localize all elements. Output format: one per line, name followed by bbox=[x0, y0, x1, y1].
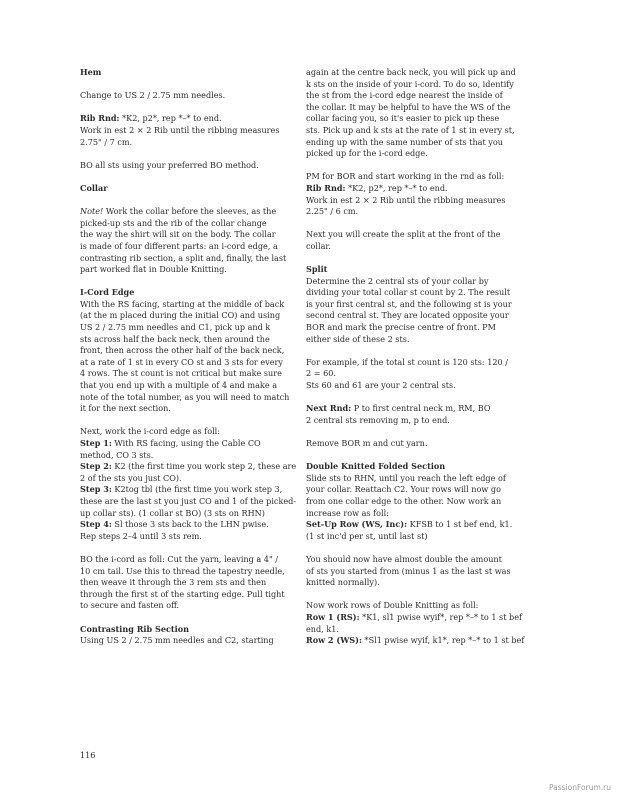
step-3-label: Step 3: bbox=[80, 484, 112, 495]
text-line: collar. bbox=[306, 240, 331, 251]
hem-heading-block bbox=[80, 67, 302, 79]
text-line: knitted normally). bbox=[306, 577, 380, 588]
step-1-label: Step 1: bbox=[80, 438, 112, 448]
text-line: Rep steps 2–4 until 3 sts rem. bbox=[80, 530, 202, 541]
text-line: Work in est 2 × 2 Rib until the ribbing measures bbox=[80, 124, 280, 135]
left-column bbox=[80, 67, 302, 647]
collar-note-paragraph bbox=[80, 206, 302, 276]
text-line: 2 = 60. bbox=[306, 368, 336, 379]
collar-heading: Collar bbox=[80, 182, 108, 193]
split-intro-paragraph bbox=[306, 229, 521, 252]
text-span: K2 (the first time you work step 2, these are bbox=[111, 461, 297, 472]
text-line: picked-up sts and the rib of the collar change bbox=[80, 217, 267, 228]
text-line: Next you will create the split at the front of the bbox=[306, 229, 501, 240]
text-line: from one collar edge to the other. Now work an bbox=[306, 495, 502, 506]
text-line: increase row as foll: bbox=[306, 507, 389, 518]
text-line: part worked flat in Double Knitting. bbox=[80, 264, 227, 275]
text-line: 2.25" / 6 cm. bbox=[306, 206, 359, 217]
text-line: at a rate of 1 st in every CO st and 3 sts for every bbox=[80, 356, 283, 367]
double-count-paragraph bbox=[306, 554, 521, 589]
hem-heading: Hem bbox=[80, 67, 102, 77]
text-line: BOR and mark the precise centre of front. PM bbox=[306, 322, 496, 333]
remove-marker-paragraph bbox=[306, 438, 521, 450]
text-line: either side of these 2 sts. bbox=[306, 333, 410, 344]
collar-heading-block bbox=[80, 183, 302, 195]
text-span: *K2, p2*, rep *–* to end. bbox=[119, 113, 222, 124]
page-number: 116 bbox=[80, 750, 96, 760]
text-line: sts. Pick up and k sts at the rate of 1 st in every st, bbox=[306, 124, 515, 135]
text-line: sts across half the back neck, then around the bbox=[80, 333, 270, 344]
hem-bind-off-paragraph bbox=[80, 160, 302, 172]
text-line bbox=[306, 403, 521, 415]
double-knitted-section bbox=[306, 461, 521, 542]
rib-round-label: Rib Rnd: bbox=[80, 113, 120, 124]
text-line: again at the centre back neck, you will pick up and bbox=[306, 67, 516, 77]
text-line: Now work rows of Double Knitting as foll: bbox=[306, 600, 479, 611]
text-line: your collar. Reattach C2. Your rows will now go bbox=[306, 484, 501, 495]
text-span: K2tog tbl (the first time you work step 3, bbox=[111, 484, 283, 495]
step-4-label: Step 4: bbox=[80, 519, 112, 530]
text-line: Work in est 2 × 2 Rib until the ribbing measures bbox=[306, 194, 506, 205]
text-line: end, k1. bbox=[306, 623, 339, 634]
text-line: 2 central sts removing m, p to end. bbox=[306, 414, 450, 425]
text-line bbox=[80, 484, 302, 496]
example-paragraph bbox=[306, 357, 521, 392]
text-span: KFSB to 1 st bef end, k1. bbox=[407, 519, 513, 530]
text-line: (at the m placed during the initial CO) and using bbox=[80, 310, 281, 321]
text-line bbox=[80, 113, 302, 125]
icord-steps bbox=[80, 426, 302, 542]
text-line: it for the next section. bbox=[80, 403, 171, 414]
hem-paragraph bbox=[80, 90, 302, 102]
icord-section bbox=[80, 287, 302, 415]
text-line: US 2 / 2.75 mm needles and C1, pick up and k bbox=[80, 322, 271, 333]
text-line bbox=[80, 461, 302, 473]
text-line: Sts 60 and 61 are your 2 central sts. bbox=[306, 380, 456, 391]
contrasting-rib-heading: Contrasting Rib Section bbox=[80, 623, 190, 634]
split-heading: Split bbox=[306, 264, 328, 275]
text-line: dividing your total collar st count by 2. The result bbox=[306, 287, 511, 298]
icord-bind-off-paragraph bbox=[80, 554, 302, 612]
text-span: Sl those 3 sts back to the LHN pwise. bbox=[111, 519, 269, 530]
text-line: 2 of the sts you just CO). bbox=[80, 472, 182, 483]
text-line: is your first central st, and the following st is your bbox=[306, 298, 512, 309]
next-round-label: Next Rnd: bbox=[306, 403, 352, 414]
text-span: Work the collar before the sleeves, as the bbox=[103, 206, 277, 217]
setup-row-label: Set-Up Row (WS, Inc): bbox=[306, 519, 408, 530]
text-line: collar facing you, so it's easier to pick up these bbox=[306, 113, 500, 124]
rib-round-label: Rib Rnd: bbox=[306, 182, 346, 193]
text-line: PM for BOR and start working in the rnd as foll: bbox=[306, 171, 505, 182]
text-line: Remove BOR m and cut yarn. bbox=[306, 438, 428, 448]
text-line: Using US 2 / 2.75 mm needles and C2, starting bbox=[80, 635, 274, 646]
text-line: up collar sts). (1 collar st BO) (3 sts on RHN) bbox=[80, 507, 265, 518]
watermark: PassionForum.ru bbox=[548, 783, 611, 792]
text-line: the collar. It may be helpful to have the WS of the bbox=[306, 101, 511, 112]
text-line: 2.75" / 7 cm. bbox=[80, 136, 133, 147]
double-knitted-heading: Double Knitted Folded Section bbox=[306, 461, 446, 472]
text-line: then weave it through the 3 rem sts and then bbox=[80, 577, 267, 588]
text-line bbox=[306, 612, 521, 624]
contrasting-rib-section bbox=[80, 624, 302, 647]
text-line: Determine the 2 central sts of your collar by bbox=[306, 275, 489, 286]
icord-heading: I-Cord Edge bbox=[80, 287, 135, 298]
text-line: method, CO 3 sts. bbox=[80, 449, 154, 460]
text-line: BO the i-cord as foll: Cut the yarn, leaving a 4" / bbox=[80, 553, 278, 564]
text-line: 10 cm tail. Use this to thread the tapestry needle, bbox=[80, 565, 285, 576]
text-line: Slide sts to RHN, until you reach the left edge of bbox=[306, 472, 506, 483]
text-line bbox=[80, 519, 302, 531]
text-line: contrasting rib section, a split and, finally, the last bbox=[80, 252, 287, 263]
text-line: these are the last st you just CO and 1 of the picked- bbox=[80, 495, 297, 506]
text-line: You should now have almost double the amount bbox=[306, 553, 502, 564]
text-line bbox=[80, 438, 302, 450]
double-knitting-rows bbox=[306, 600, 525, 646]
rib-pickup-paragraph bbox=[306, 67, 521, 160]
text-line: (1 st inc'd per st, until last st) bbox=[306, 530, 428, 541]
text-line: to secure and fasten off. bbox=[80, 600, 180, 611]
text-span: *K1, sl1 pwise wyif*, rep *–* to 1 st bef bbox=[359, 611, 522, 622]
text-span: With RS facing, using the Cable CO bbox=[111, 438, 261, 448]
text-line: that you end up with a multiple of 4 and make a bbox=[80, 380, 278, 391]
text-line: is made of four different parts: an i-cord edge, a bbox=[80, 240, 278, 251]
step-2-label: Step 2: bbox=[80, 461, 112, 472]
text-line: Change to US 2 / 2.75 mm needles. bbox=[80, 90, 226, 101]
text-span: *K2, p2*, rep *–* to end. bbox=[345, 182, 448, 193]
text-line: of sts you started from (minus 1 as the last st was bbox=[306, 565, 511, 576]
collar-rib-round-paragraph bbox=[306, 171, 521, 217]
row-2-label: Row 2 (WS): bbox=[306, 635, 362, 646]
hem-rib-paragraph bbox=[80, 113, 302, 148]
text-line: note of the total number, as you will need to match bbox=[80, 391, 290, 402]
text-line bbox=[306, 519, 521, 531]
text-line: the way the shirt will sit on the body. The collar bbox=[80, 229, 276, 240]
text-line: BO all sts using your preferred BO method. bbox=[80, 159, 259, 170]
right-column bbox=[306, 67, 525, 647]
text-line: second central st. They are located opposite your bbox=[306, 310, 509, 321]
text-line: the st from the i-cord edge nearest the inside of bbox=[306, 90, 503, 101]
text-span: P to first central neck m, RM, BO bbox=[351, 403, 491, 414]
text-line: picked up for the i-cord edge. bbox=[306, 148, 428, 159]
split-section bbox=[306, 264, 521, 345]
next-round-paragraph bbox=[306, 403, 521, 426]
text-line: front, then across the other half of the back neck, bbox=[80, 345, 285, 356]
text-line: through the first st of the starting edge. Pull tight bbox=[80, 588, 285, 599]
text-line bbox=[306, 635, 525, 647]
text-line: For example, if the total st count is 120 sts: 120 / bbox=[306, 356, 508, 367]
text-line: k sts on the inside of your i-cord. To do so, identify bbox=[306, 78, 514, 89]
text-line: Next, work the i-cord edge as foll: bbox=[80, 426, 221, 437]
note-label: Note! bbox=[80, 206, 104, 217]
text-line bbox=[306, 183, 521, 195]
text-line: ending up with the same number of sts that you bbox=[306, 136, 503, 147]
text-line bbox=[80, 206, 302, 218]
text-line: 4 rows. The st count is not critical but make sure bbox=[80, 368, 282, 379]
text-line: With the RS facing, starting at the middle of back bbox=[80, 298, 285, 309]
row-1-label: Row 1 (RS): bbox=[306, 611, 360, 622]
text-span: *Sl1 pwise wyif, k1*, rep *–* to 1 st bef bbox=[361, 635, 525, 646]
